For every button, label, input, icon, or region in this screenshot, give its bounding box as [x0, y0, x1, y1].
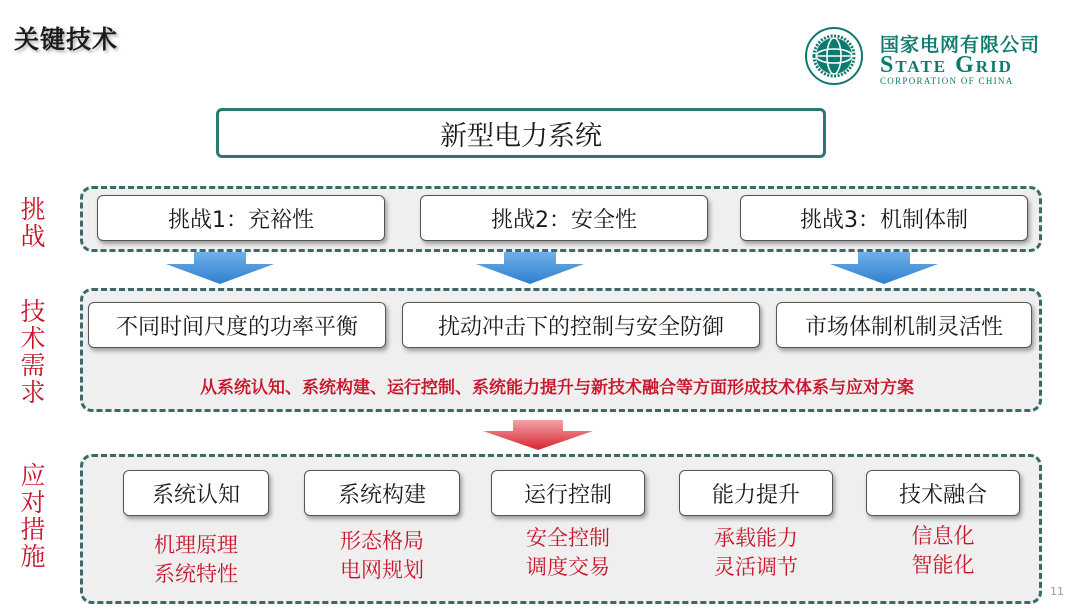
measures-row-label: 应对措施: [17, 462, 46, 570]
requirement-card-1: 不同时间尺度的功率平衡: [88, 302, 386, 348]
down-arrow-red-icon: [483, 420, 593, 450]
measure-details: [491, 524, 645, 582]
requirement-card-2: 扰动冲击下的控制与安全防御: [402, 302, 760, 348]
challenge-card-3: 挑战3：机制体制: [740, 195, 1028, 241]
challenge-card-1: 挑战1：充裕性: [97, 195, 385, 241]
measure-card-operation-control: 运行控制: [491, 470, 645, 516]
requirement-row-label: 技术需求: [17, 298, 46, 406]
measure-card-capability-improvement: 能力提升: [679, 470, 833, 516]
state-grid-logo-icon: [804, 26, 864, 86]
challenge-card-2: 挑战2：安全性: [420, 195, 708, 241]
measure-detail: 机理原理: [154, 533, 238, 557]
logo-english-subtitle: CORPORATION OF CHINA: [880, 76, 1014, 86]
measure-detail: 系统特性: [154, 562, 238, 586]
measure-detail: 安全控制: [526, 526, 610, 550]
logo-chinese-name: 国家电网有限公司: [880, 34, 1041, 56]
measure-detail: 智能化: [911, 553, 975, 577]
measure-details: [679, 524, 833, 582]
measure-detail: 灵活调节: [714, 555, 798, 579]
measure-detail: 形态格局: [340, 529, 424, 553]
measure-detail: 信息化: [911, 524, 975, 548]
measure-detail: 调度交易: [526, 555, 610, 579]
requirement-summary: 从系统认知、系统构建、运行控制、系统能力提升与新技术融合等方面形成技术体系与应对方案: [200, 378, 914, 398]
page-title: 关键技术: [14, 25, 119, 54]
measure-details: [866, 522, 1020, 580]
measure-card-system-construction: 系统构建: [304, 470, 460, 516]
measure-card-system-cognition: 系统认知: [123, 470, 269, 516]
measure-detail: 承载能力: [714, 526, 798, 550]
challenge-row-label: 挑战: [17, 196, 46, 250]
down-arrow-icon: [476, 252, 584, 284]
measure-details: [304, 527, 460, 585]
measure-card-technology-fusion: 技术融合: [866, 470, 1020, 516]
requirement-card-3: 市场体制机制灵活性: [776, 302, 1032, 348]
measure-detail: 电网规划: [340, 558, 424, 582]
page-number: 11: [1050, 585, 1064, 598]
logo-english-name: State Grid: [880, 52, 1013, 78]
measure-details: [123, 531, 269, 589]
down-arrow-icon: [830, 252, 938, 284]
down-arrow-icon: [166, 252, 274, 284]
new-power-system-box: 新型电力系统: [216, 108, 826, 158]
